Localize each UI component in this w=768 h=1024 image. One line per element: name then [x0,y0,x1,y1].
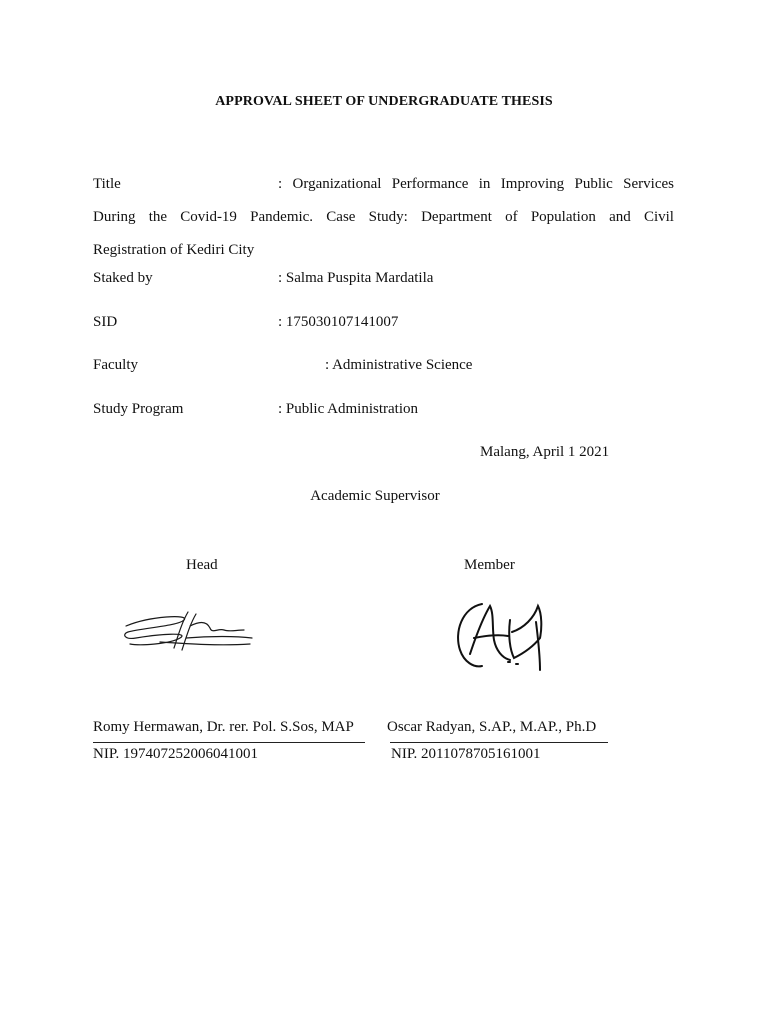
title-value-line1: : Organizational Performance in Improving Public Services [278,176,674,192]
title-field [93,168,674,267]
staked-by-value: : Salma Puspita Mardatila [278,270,434,286]
title-word: Population [530,209,596,225]
staked-by-label: Staked by [93,270,153,286]
head-nip: NIP. 197407252006041001 [93,746,259,762]
title-label: Title [93,176,121,192]
title-word: Case [326,209,356,225]
sid-value: : 175030107141007 [278,314,399,330]
title-word: Pandemic. [250,209,314,225]
document-heading: APPROVAL SHEET OF UNDERGRADUATE THESIS [215,94,553,109]
title-value-line3: Registration of Kediri City [93,242,255,258]
member-nip: NIP. 2011078705161001 [391,746,541,762]
title-word: Study: [368,209,408,225]
study-program-label: Study Program [93,401,184,417]
title-word: and [609,209,631,225]
supervisor-heading: Academic Supervisor [310,488,440,504]
title-word: Covid-19 [180,209,237,225]
faculty-value: : Administrative Science [325,357,473,373]
title-word: Department [421,209,492,225]
title-value-line2 [93,201,674,234]
member-name: Oscar Radyan, S.AP., M.AP., Ph.D [387,719,597,735]
title-word: Civil [643,209,674,225]
head-role-label: Head [186,557,218,573]
member-role-label: Member [464,557,515,573]
head-signature-line [93,742,365,743]
member-signature-line [390,742,608,743]
title-word: During [93,209,136,225]
study-program-value: : Public Administration [278,401,419,417]
head-name: Romy Hermawan, Dr. rer. Pol. S.Sos, MAP [93,719,354,735]
place-date: Malang, April 1 2021 [480,444,610,460]
member-signature [452,592,548,676]
head-signature [120,608,260,656]
sid-label: SID [93,314,118,330]
title-word: the [148,209,168,225]
title-word: of [505,209,518,225]
faculty-label: Faculty [93,357,138,373]
